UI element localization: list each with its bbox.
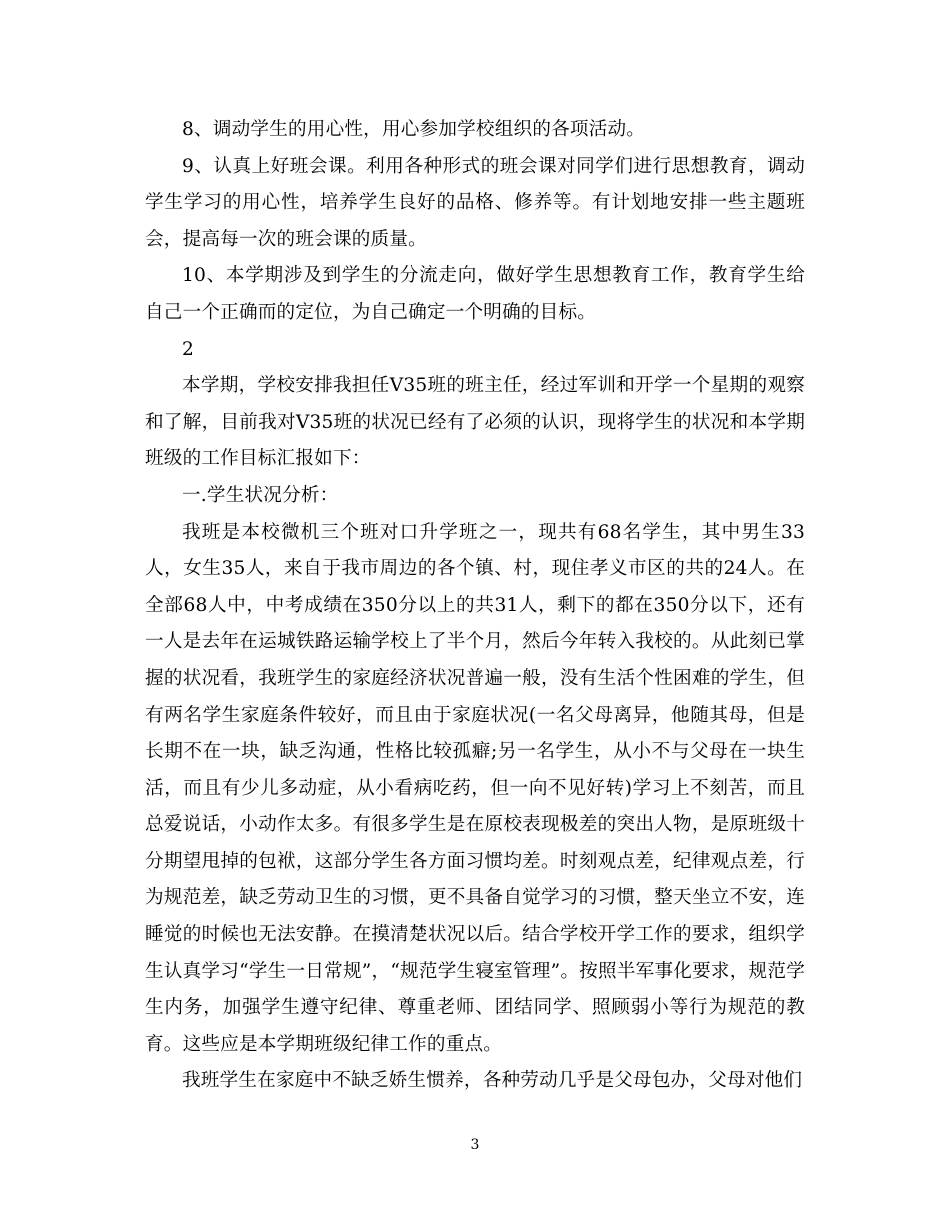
paragraph-item-9: 9、认真上好班会课。利用各种形式的班会课对同学们进行思想教育，调动学生学习的用心性，培养学生良好的品格、修养等。有计划地安排一些主题班会，提高每一次的班会课的质量。 [145,155,805,250]
paragraph-item-8: 8、调动学生的用心性，用心参加学校组织的各项活动。 [182,119,646,140]
section-heading: 一.学生状况分析： [182,484,339,506]
document-body [145,112,805,1100]
paragraph-item-10: 10、本学期涉及到学生的分流走向，做好学生思想教育工作，教育学生给自己一个正确而的定位，为自己确定一个明确的目标。 [145,265,805,323]
paragraph-analysis: 我班是本校微机三个班对口升学班之一，现共有68名学生，其中男生33人，女生35人，来自于我市周边的各个镇、村，现住孝义市区的共的24人。在全部68人中，中考成绩在350分以上的共31人，剩下的都在350分以下，还有一人是去年在运城铁路运输学校上了半个月，然后今年转入我校的。从此刻已掌握的状况看，我班学生的家庭经济状况普遍一般，没有生活个性困难的学生，但有两名学生家庭条件较好，而且由于家庭状况(一名父母离异，他随其母，但是长期不在一块，缺乏沟通，性格比较孤癖;另一名学生，从小不与父母在一块生活，而且有少儿多动症，从小看病吃药，但一向不见好转)学习上不刻苦，而且总爱说话，小动作太多。有很多学生是在原校表现极差的突出人物，是原班级十分期望甩掉的包袱，这部分学生各方面习惯均差。时刻观点差，纪律观点差，行为规范差，缺乏劳动卫生的习惯，更不具备自觉学习的习惯，整天坐立不安，连睡觉的时候也无法安静。在摸清楚状况以后。结合学校开学工作的要求，组织学生认真学习“学生一日常规”，“规范学生寝室管理”。按照半军事化要求，规范学生内务，加强学生遵守纪律、尊重老师、团结同学、照顾弱小等行为规范的教育。这些应是本学期班级纪律工作的重点。 [145,521,805,1055]
section-number: 2 [182,338,195,360]
paragraph-continuation: 我班学生在家庭中不缺乏娇生惯养，各种劳动几乎是父母包办，父母对他们 [182,1070,803,1092]
paragraph-intro: 本学期，学校安排我担任V35班的班主任，经过军训和开学一个星期的观察和了解，目前我对V35班的状况已经有了必须的认识，现将学生的状况和本学期班级的工作目标汇报如下： [145,375,805,470]
page-number: 3 [470,1137,480,1153]
